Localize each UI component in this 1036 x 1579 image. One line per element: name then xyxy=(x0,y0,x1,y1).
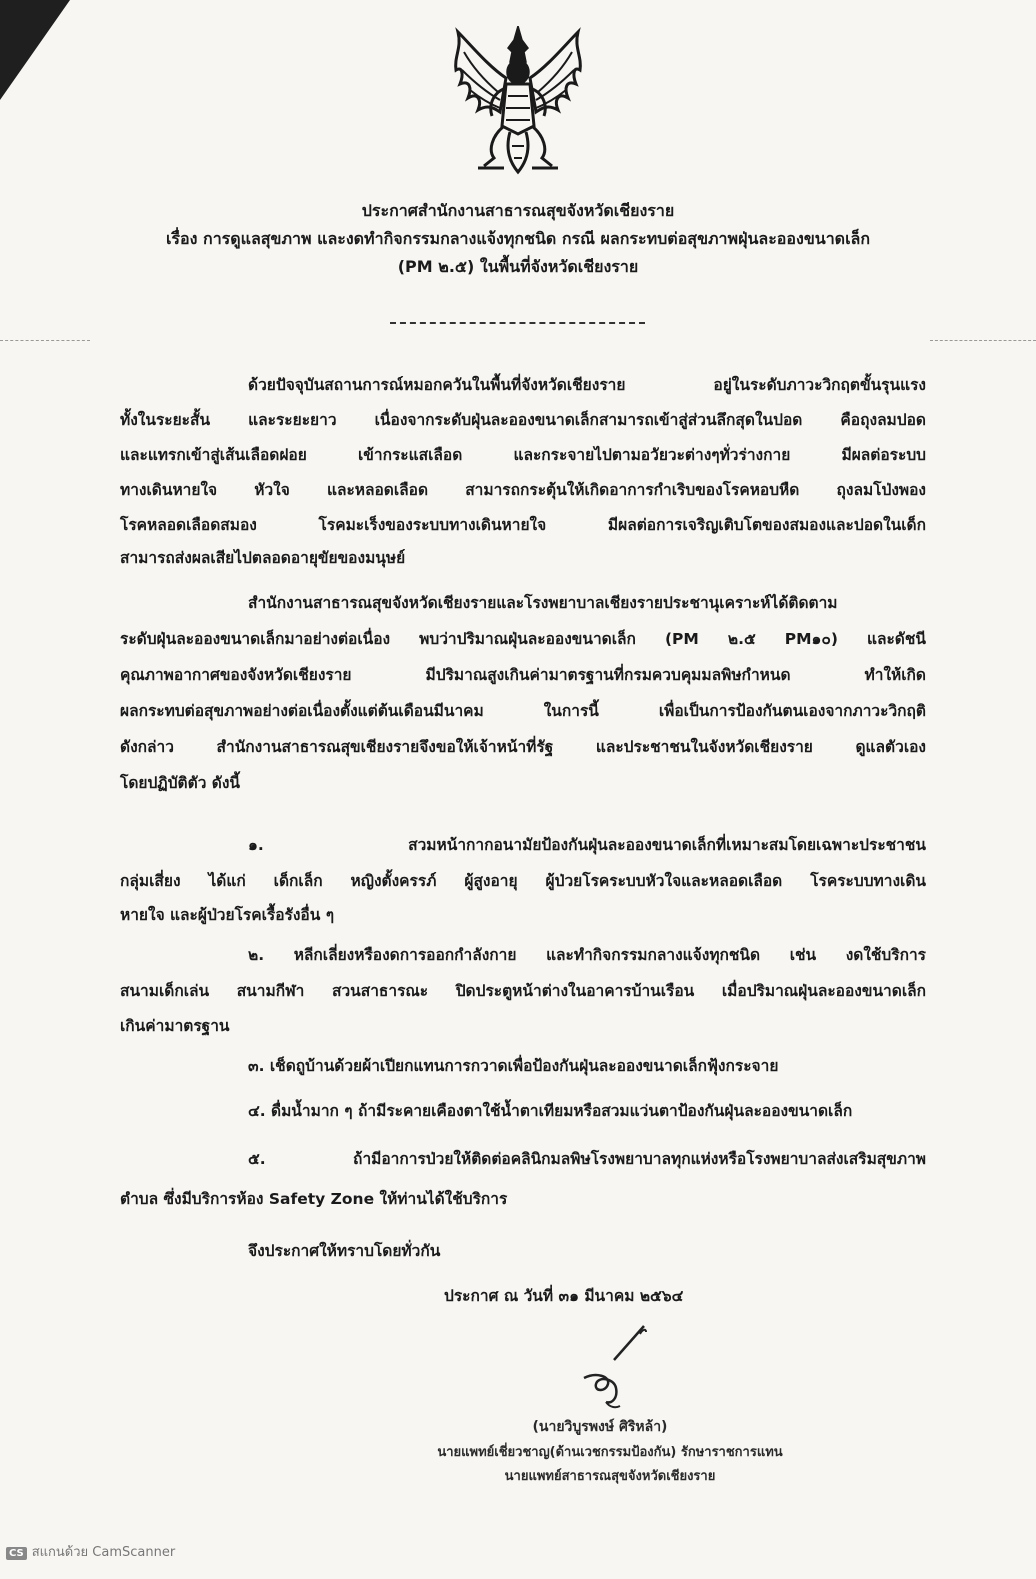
signatory-name: (นายวิบูรพงษ์ ศิริหล้า) xyxy=(532,1419,668,1435)
para2-line: ระดับฝุ่นละอองขนาดเล็กมาอย่างต่อเนื่อง พบว่าปริมาณฝุ่นละอองขนาดเล็ก (PM ๒.๕ PM๑๐) และดัชนี xyxy=(120,630,926,648)
para1-line: ทั้งในระยะสั้น และระยะยาว เนื่องจากระดับฝุ่นละอองขนาดเล็กสามารถเข้าสู่ส่วนลึกสุดในปอด คือถุงลมปอด xyxy=(120,411,926,429)
item2-line: ๒. หลีกเลี่ยงหรืองดการออกกำลังกาย และทำกิจกรรมกลางแจ้งทุกชนิด เช่น งดใช้บริการ xyxy=(248,946,926,964)
title-divider xyxy=(390,322,645,324)
item1-line: หายใจ และผู้ป่วยโรคเรื้อรังอื่น ๆ xyxy=(120,906,335,924)
scan-artifact-right xyxy=(930,340,1036,341)
para1-line: และแทรกเข้าสู่เส้นเลือดฝอย เข้ากระแสเลือด และกระจายไปตามอวัยวะต่างๆทั่วร่างกาย มีผลต่อระบบ xyxy=(120,446,926,464)
handwritten-signature xyxy=(570,1322,670,1412)
item5-line: ตำบล ซึ่งมีบริการห้อง Safety Zone ให้ท่านได้ใช้บริการ xyxy=(120,1190,508,1208)
para1-line: โรคหลอดเลือดสมอง โรคมะเร็งของระบบทางเดินหายใจ มีผลต่อการเจริญเติบโตของสมองและปอดในเด็ก xyxy=(120,516,926,534)
item5-line: ๕. ถ้ามีอาการป่วยให้ติดต่อคลินิกมลพิษโรงพยาบาลทุกแห่งหรือโรงพยาบาลส่งเสริมสุขภาพ xyxy=(248,1150,926,1168)
scan-shadow-corner xyxy=(0,0,70,100)
subject-line-2: (PM ๒.๕) ในพื้นที่จังหวัดเชียงราย xyxy=(397,257,639,276)
item1-line: ๑. สวมหน้ากากอนามัยป้องกันฝุ่นละอองขนาดเล็กที่เหมาะสมโดยเฉพาะประชาชน xyxy=(248,836,926,854)
para2-line: โดยปฏิบัติตัว ดังนี้ xyxy=(120,774,241,792)
camscanner-watermark xyxy=(6,1541,175,1562)
item3-line: ๓. เช็ดถูบ้านด้วยผ้าเปียกแทนการกวาดเพื่อป้องกันฝุ่นละอองขนาดเล็กฟุ้งกระจาย xyxy=(248,1057,779,1075)
announcement-title: ประกาศสำนักงานสาธารณสุขจังหวัดเชียงราย xyxy=(361,201,675,220)
para2-line: ผลกระทบต่อสุขภาพอย่างต่อเนื่องตั้งแต่ต้นเดือนมีนาคม ในการนี้ เพื่อเป็นการป้องกันตนเองจากภาวะวิกฤติ xyxy=(120,702,926,720)
para2-line: ดังกล่าว สำนักงานสาธารณสุขเชียงรายจึงขอให้เจ้าหน้าที่รัฐ และประชาชนในจังหวัดเชียงราย ดูแลตัวเอง xyxy=(120,738,926,756)
camscanner-text: สแกนด้วย CamScanner xyxy=(31,1545,176,1560)
item1-line: กลุ่มเสี่ยง ได้แก่ เด็กเล็ก หญิงตั้งครรภ์ ผู้สูงอายุ ผู้ป่วยโรคระบบหัวใจและหลอดเลือด โรคระบบทางเดิน xyxy=(120,872,926,890)
para1-line: ทางเดินหายใจ หัวใจ และหลอดเลือด สามารถกระตุ้นให้เกิดอาการกำเริบของโรคหอบหืด ถุงลมโป่งพอง xyxy=(120,481,926,499)
subject-line-1: เรื่อง การดูแลสุขภาพ และงดทำกิจกรรมกลางแจ้งทุกชนิด กรณี ผลกระทบต่อสุขภาพฝุ่นละอองขนาดเล็ก xyxy=(165,229,871,248)
item2-line: สนามเด็กเล่น สนามกีฬา สวนสาธารณะ ปิดประตูหน้าต่างในอาคารบ้านเรือน เมื่อปริมาณฝุ่นละอองขนาดเล็ก xyxy=(120,982,926,1000)
para1-line: สามารถส่งผลเสียไปตลอดอายุขัยของมนุษย์ xyxy=(120,549,406,567)
camscanner-logo: CS xyxy=(6,1547,27,1560)
scan-artifact-left xyxy=(0,340,90,341)
item2-line: เกินค่ามาตรฐาน xyxy=(120,1017,230,1035)
closing-statement: จึงประกาศให้ทราบโดยทั่วกัน xyxy=(248,1242,441,1260)
signatory-position-1: นายแพทย์เชี่ยวชาญ(ด้านเวชกรรมป้องกัน) รักษาราชการแทน xyxy=(437,1445,783,1460)
para2-line: สำนักงานสาธารณสุขจังหวัดเชียงรายและโรงพยาบาลเชียงรายประชานุเคราะห์ได้ติดตาม xyxy=(248,594,838,612)
para1-line: ด้วยปัจจุบันสถานการณ์หมอกควันในพื้นที่จังหวัดเชียงราย อยู่ในระดับภาวะวิกฤตขั้นรุนแรง xyxy=(248,376,926,394)
signatory-position-2: นายแพทย์สาธารณสุขจังหวัดเชียงราย xyxy=(504,1469,716,1484)
announcement-date: ประกาศ ณ วันที่ ๓๑ มีนาคม ๒๕๖๔ xyxy=(444,1287,684,1305)
para2-line: คุณภาพอากาศของจังหวัดเชียงราย มีปริมาณสูงเกินค่ามาตรฐานที่กรมควบคุมมลพิษกำหนด ทำให้เกิด xyxy=(120,666,926,684)
item4-line: ๔. ดื่มน้ำมาก ๆ ถ้ามีระคายเคืองตาใช้น้ำตาเทียมหรือสวมแว่นตาป้องกันฝุ่นละอองขนาดเล็ก xyxy=(248,1102,853,1120)
garuda-emblem xyxy=(448,26,588,176)
